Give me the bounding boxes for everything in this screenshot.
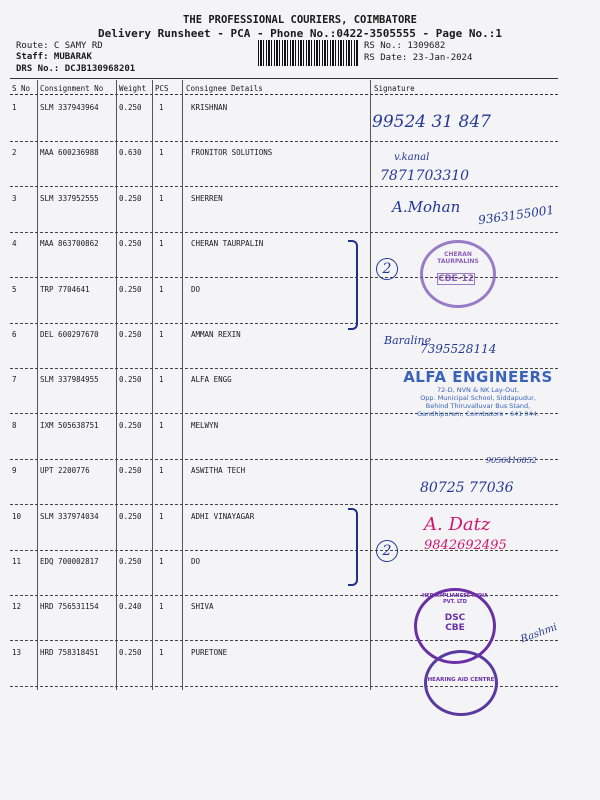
cell-pcs: 1 bbox=[159, 511, 164, 521]
cell-weight: 0.250 bbox=[119, 647, 142, 657]
cell-consignee: SHIVA bbox=[191, 602, 214, 612]
cell-consignee: FRONITOR SOLUTIONS bbox=[191, 148, 273, 158]
cell-pcs: 1 bbox=[159, 466, 164, 476]
cell-consignment-no: HRD 758318451 bbox=[40, 647, 99, 657]
table-row bbox=[0, 557, 600, 603]
cell-sno: 3 bbox=[12, 193, 17, 203]
table-row bbox=[0, 285, 600, 331]
rs-date: RS Date: 23-Jan-2024 bbox=[364, 53, 473, 63]
cell-consignee: CHERAN TAURPALIN bbox=[191, 239, 264, 249]
stamp-text: CBE bbox=[445, 623, 465, 633]
cell-sno: 2 bbox=[12, 148, 17, 158]
cell-weight: 0.250 bbox=[119, 420, 142, 430]
row-divider bbox=[10, 141, 558, 142]
cell-pcs: 1 bbox=[159, 557, 164, 566]
header-title: THE PROFESSIONAL COURIERS, COIMBATORE bbox=[183, 14, 417, 26]
col-header-weight: Weight bbox=[119, 84, 147, 93]
handwritten-phone: 7395528114 bbox=[420, 342, 497, 356]
cell-pcs: 1 bbox=[159, 375, 164, 385]
row-divider bbox=[10, 186, 558, 187]
cell-consignee: MELWYN bbox=[191, 420, 219, 430]
hearing-aid-stamp bbox=[424, 650, 498, 716]
handwritten-phone: 80725 77036 bbox=[420, 480, 514, 496]
cell-consignee: SHERREN bbox=[191, 193, 223, 203]
cell-consignment-no: SLM 337952555 bbox=[40, 193, 99, 203]
cell-sno: 8 bbox=[12, 420, 17, 430]
cell-weight: 0.630 bbox=[119, 148, 142, 158]
cell-consignment-no: MAA 863700862 bbox=[40, 239, 99, 249]
table-row bbox=[0, 103, 600, 149]
bracket bbox=[348, 240, 358, 330]
table-row bbox=[0, 148, 600, 194]
table-row bbox=[0, 239, 600, 285]
cell-consignee: ALFA ENGG bbox=[191, 375, 232, 385]
cell-weight: 0.250 bbox=[119, 239, 142, 249]
col-header-consignment: Consignment No bbox=[40, 84, 104, 93]
cell-consignee: ADHI VINAYAGAR bbox=[191, 511, 255, 521]
barcode bbox=[258, 40, 358, 66]
row-divider bbox=[10, 459, 558, 460]
stamp-text: DSC bbox=[444, 613, 466, 623]
stamp-address: Behind Thiruvalluvar Bus Stand, bbox=[425, 402, 531, 410]
stamp-text: CHERAN TAURPALINS bbox=[437, 251, 479, 265]
handwritten-count: 2 bbox=[376, 540, 398, 562]
handwritten-signature: Baraline bbox=[384, 334, 432, 347]
rs-number: RS No.: 1309682 bbox=[364, 41, 446, 51]
cell-consignee: ASWITHA TECH bbox=[191, 466, 246, 476]
cell-weight: 0.250 bbox=[119, 511, 142, 521]
row-divider bbox=[10, 323, 558, 324]
cell-consignment-no: SLM 337984955 bbox=[40, 375, 99, 385]
handwritten-phone: 9842692495 bbox=[424, 538, 507, 553]
cell-consignment-no: SLM 337943964 bbox=[40, 103, 99, 112]
cell-consignee: PURETONE bbox=[191, 647, 228, 657]
cell-pcs: 1 bbox=[159, 193, 164, 203]
cell-consignment-no: EDQ 700002817 bbox=[40, 557, 99, 566]
cell-weight: 0.250 bbox=[119, 193, 142, 203]
stamp-text: CBE-12 bbox=[438, 274, 474, 284]
cell-pcs: 1 bbox=[159, 239, 164, 249]
cell-consignee: DO bbox=[191, 557, 201, 566]
cell-pcs: 1 bbox=[159, 148, 164, 158]
cell-consignee: KRISHNAN bbox=[191, 103, 228, 112]
route: Route: C SAMY RD bbox=[16, 41, 103, 51]
stamp-title: ALFA ENGINEERS bbox=[403, 368, 553, 386]
table-top-rule bbox=[10, 78, 558, 79]
handwritten-signature: A.Mohan bbox=[392, 198, 461, 216]
cell-consignment-no: IXM 505638751 bbox=[40, 420, 99, 430]
cell-sno: 13 bbox=[12, 647, 22, 657]
cell-consignee: AMMAN REXIN bbox=[191, 330, 241, 339]
table-row bbox=[0, 512, 600, 558]
cell-consignment-no: SLM 337974034 bbox=[40, 511, 99, 521]
cell-consignment-no: MAA 600236988 bbox=[40, 148, 99, 158]
handwritten-signature: A. Datz bbox=[424, 514, 491, 535]
cell-weight: 0.250 bbox=[119, 466, 142, 476]
cell-sno: 9 bbox=[12, 466, 17, 476]
table-row bbox=[0, 602, 600, 648]
cell-weight: 0.240 bbox=[119, 602, 142, 612]
handwritten-signature: v.kanal bbox=[394, 152, 430, 163]
table-row bbox=[0, 648, 600, 694]
header-subtitle: Delivery Runsheet - PCA - Phone No.:0422-3505555 - Page No.:1 bbox=[98, 27, 502, 40]
staff: Staff: MUBARAK bbox=[16, 52, 92, 62]
col-header-consignee: Consignee Details bbox=[186, 84, 263, 93]
col-header-sno: S No bbox=[12, 84, 31, 93]
handwritten-signature: Rashmi bbox=[519, 621, 559, 646]
stamp-address: 72-D, NVN & NK Lay-Out, bbox=[436, 386, 520, 394]
cell-sno: 4 bbox=[12, 239, 17, 249]
cell-consignment-no: DEL 600297670 bbox=[40, 330, 99, 339]
cell-consignee: DO bbox=[191, 284, 201, 294]
stamp-address: Opp. Municipal School, Siddapudur, bbox=[420, 394, 536, 402]
cell-sno: 5 bbox=[12, 284, 17, 294]
cell-consignment-no: TRP 7704641 bbox=[40, 284, 90, 294]
cell-weight: 0.250 bbox=[119, 103, 142, 112]
row-divider bbox=[10, 504, 558, 505]
stamp-text: HEARING AID CENTRE bbox=[427, 677, 495, 683]
handwritten-count: 2 bbox=[376, 258, 398, 280]
cell-pcs: 1 bbox=[159, 330, 164, 339]
cell-consignment-no: UPT 2200776 bbox=[40, 466, 90, 476]
cheran-stamp bbox=[420, 240, 496, 308]
cell-pcs: 1 bbox=[159, 602, 164, 612]
cell-pcs: 1 bbox=[159, 284, 164, 294]
cell-pcs: 1 bbox=[159, 420, 164, 430]
cell-pcs: 1 bbox=[159, 647, 164, 657]
cell-consignment-no: HRD 756531154 bbox=[40, 602, 99, 612]
handwritten-phone: 9363155001 bbox=[477, 202, 555, 228]
cell-sno: 6 bbox=[12, 330, 17, 339]
table-header-rule bbox=[10, 94, 558, 95]
handwritten-phone: 99524 31 847 bbox=[372, 112, 491, 132]
cell-weight: 0.250 bbox=[119, 284, 142, 294]
bracket bbox=[348, 508, 358, 586]
cell-weight: 0.250 bbox=[119, 557, 142, 566]
drs-number: DRS No.: DCJB130968201 bbox=[16, 64, 136, 74]
col-header-signature: Signature bbox=[374, 84, 415, 93]
cell-sno: 11 bbox=[12, 557, 22, 566]
col-header-pcs: PCS bbox=[155, 84, 169, 93]
handwritten-phone: 9056416852 bbox=[486, 456, 537, 465]
alfa-engineers-stamp bbox=[388, 368, 568, 418]
cell-pcs: 1 bbox=[159, 103, 164, 112]
cell-sno: 12 bbox=[12, 602, 22, 612]
cell-sno: 1 bbox=[12, 103, 17, 112]
stamp-text: HER APPLIANCES INDIA PVT. LTD bbox=[422, 593, 488, 605]
cell-sno: 7 bbox=[12, 375, 17, 385]
cell-weight: 0.250 bbox=[119, 375, 142, 385]
row-divider bbox=[10, 232, 558, 233]
stamp-address: Gandhipuram, Coimbatore - 641 044. bbox=[417, 410, 539, 418]
cell-sno: 10 bbox=[12, 511, 22, 521]
handwritten-phone: 7871703310 bbox=[380, 168, 470, 184]
cell-weight: 0.250 bbox=[119, 330, 142, 339]
